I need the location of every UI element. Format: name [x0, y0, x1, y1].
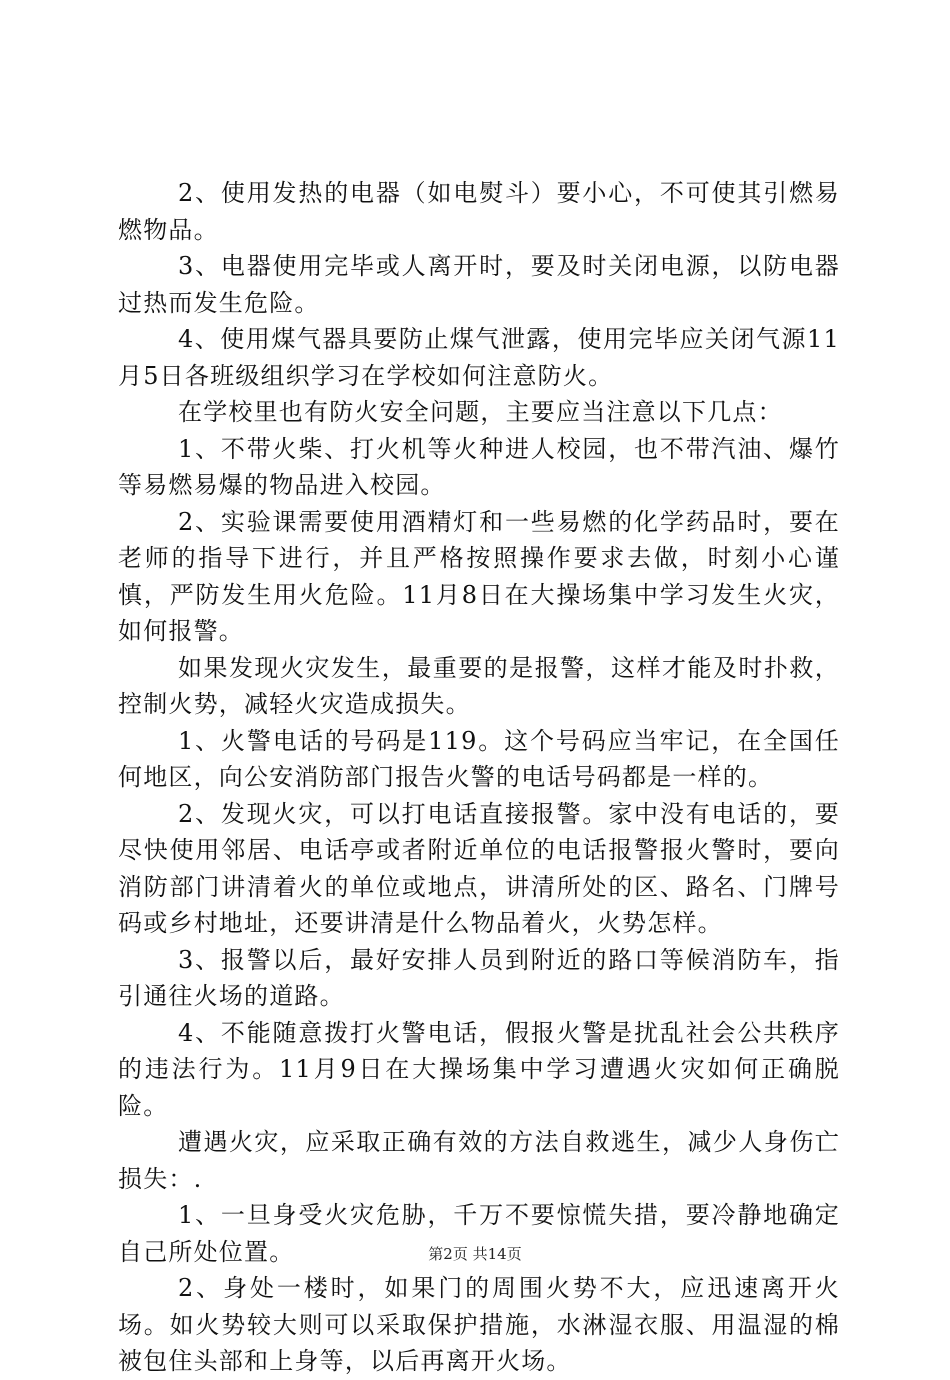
paragraph: 2、发现火灾，可以打电话直接报警。家中没有电话的，要尽快使用邻居、电话亭或者附近单位的电话报警报火警时，要向消防部门讲清着火的单位或地点，讲清所处的区、路名、门牌号码或乡村地址，还要讲清是什么物品着火，火势怎样。 — [118, 799, 840, 937]
paragraph: 2、身处一楼时，如果门的周围火势不大，应迅速离开火场。如火势较大则可以采取保护措施，水淋湿衣服、用温湿的棉被包住头部和上身等，以后再离开火场。 — [118, 1274, 840, 1375]
paragraph: 1、不带火柴、打火机等火种进人校园，也不带汽油、爆竹等易燃易爆的物品进入校园。 — [118, 434, 840, 499]
paragraph: 如果发现火灾发生，最重要的是报警，这样才能及时扑救，控制火势，减轻火灾造成损失。 — [118, 653, 840, 718]
paragraph: 4、使用煤气器具要防止煤气泄露，使用完毕应关闭气源11月5日各班级组织学习在学校如何注意防火。 — [118, 325, 840, 390]
paragraph: 在学校里也有防火安全问题，主要应当注意以下几点： — [178, 398, 783, 426]
paragraph: 遭遇火灾，应采取正确有效的方法自救逃生，减少人身伤亡损失：. — [118, 1128, 840, 1193]
paragraph: 4、不能随意拨打火警电话，假报火警是扰乱社会公共秩序的违法行为。11月9日在大操场集中学习遭遇火灾如何正确脱险。 — [118, 1018, 840, 1120]
paragraph: 1、火警电话的号码是119。这个号码应当牢记，在全国任何地区，向公安消防部门报告火警的电话号码都是一样的。 — [118, 726, 840, 791]
paragraph: 1、一旦身受火灾危胁，千万不要惊慌失措，要冷静地确定自己所处位置。 — [118, 1201, 840, 1266]
page-number: 第2页 共14页 — [428, 1245, 522, 1263]
paragraph: 2、使用发热的电器（如电熨斗）要小心，不可使其引燃易燃物品。 — [118, 179, 840, 244]
document-body — [118, 175, 840, 1380]
paragraph: 3、电器使用完毕或人离开时，要及时关闭电源，以防电器过热而发生危险。 — [118, 252, 840, 317]
paragraph: 2、实验课需要使用酒精灯和一些易燃的化学药品时，要在老师的指导下进行，并且严格按照操作要求去做，时刻小心谨慎，严防发生用火危险。11月8日在大操场集中学习发生火灾，如何报警。 — [118, 507, 840, 645]
paragraph: 3、报警以后，最好安排人员到附近的路口等候消防车，指引通往火场的道路。 — [118, 945, 840, 1010]
